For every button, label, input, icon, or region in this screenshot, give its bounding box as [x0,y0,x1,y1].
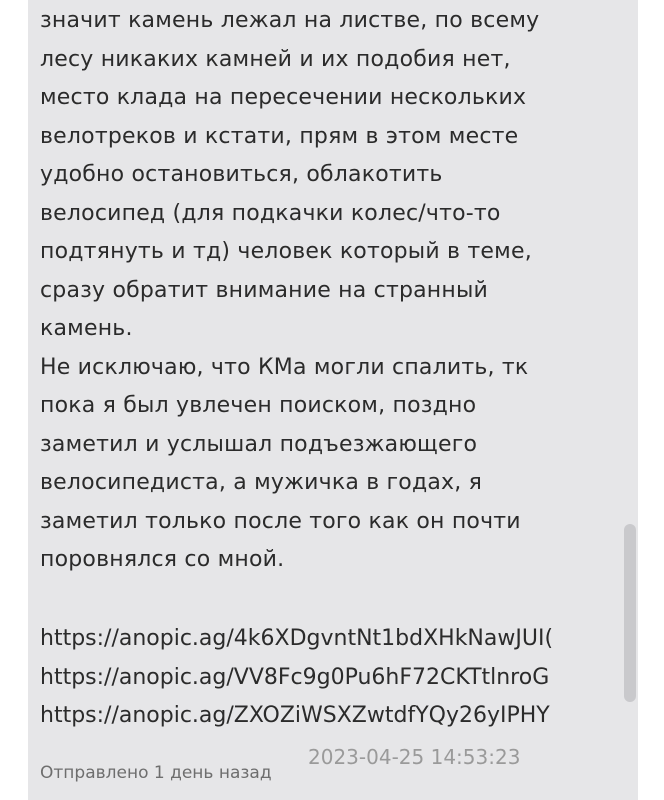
message-line: подтянуть и тд) человек который в теме, [40,239,532,264]
message-line: поровнялся со мной. [40,547,285,572]
message-line: Не исключаю, что КМа могли спалить, тк [40,354,529,380]
message-line: сразу обратит внимание на странный [40,277,489,303]
image-link[interactable]: https://anopic.ag/ZXOZiWSXZwtdfYQy26yIPHY [40,703,550,728]
image-link[interactable]: https://anopic.ag/VV8Fc9g0Pu6hF72CKTtlnroG [40,664,550,690]
message-line: заметил и услышал подъезжающего [40,431,478,457]
message-line: значит камень лежал на листве, по всему [40,8,540,33]
message-line: удобно остановиться, облакотить [40,162,443,187]
message-line: велотреков и кстати, прям в этом месте [40,123,519,149]
message-line: пока я был увлечен поиском, поздно [40,393,477,418]
message-line: велосипедиста, а мужичка в годах, я [40,470,483,495]
message-line: велосипед (для подкачки колес/что-то [40,200,501,226]
scrollbar-thumb[interactable] [624,524,636,702]
message-links [40,620,640,736]
message-text [40,2,640,580]
image-link[interactable]: https://anopic.ag/4k6XDgvntNt1bdXHkNawJUI( [40,626,554,651]
message-line: заметил только после того как он почти [40,508,521,534]
message-line: камень. [40,316,133,341]
message-line: место клада на пересечении нескольких [40,85,527,110]
message-line: лесу никаких камней и их подобия нет, [40,46,511,72]
message-status: Отправлено 1 день назад [40,763,272,783]
message-timestamp: 2023-04-25 14:53:23 [308,745,521,769]
